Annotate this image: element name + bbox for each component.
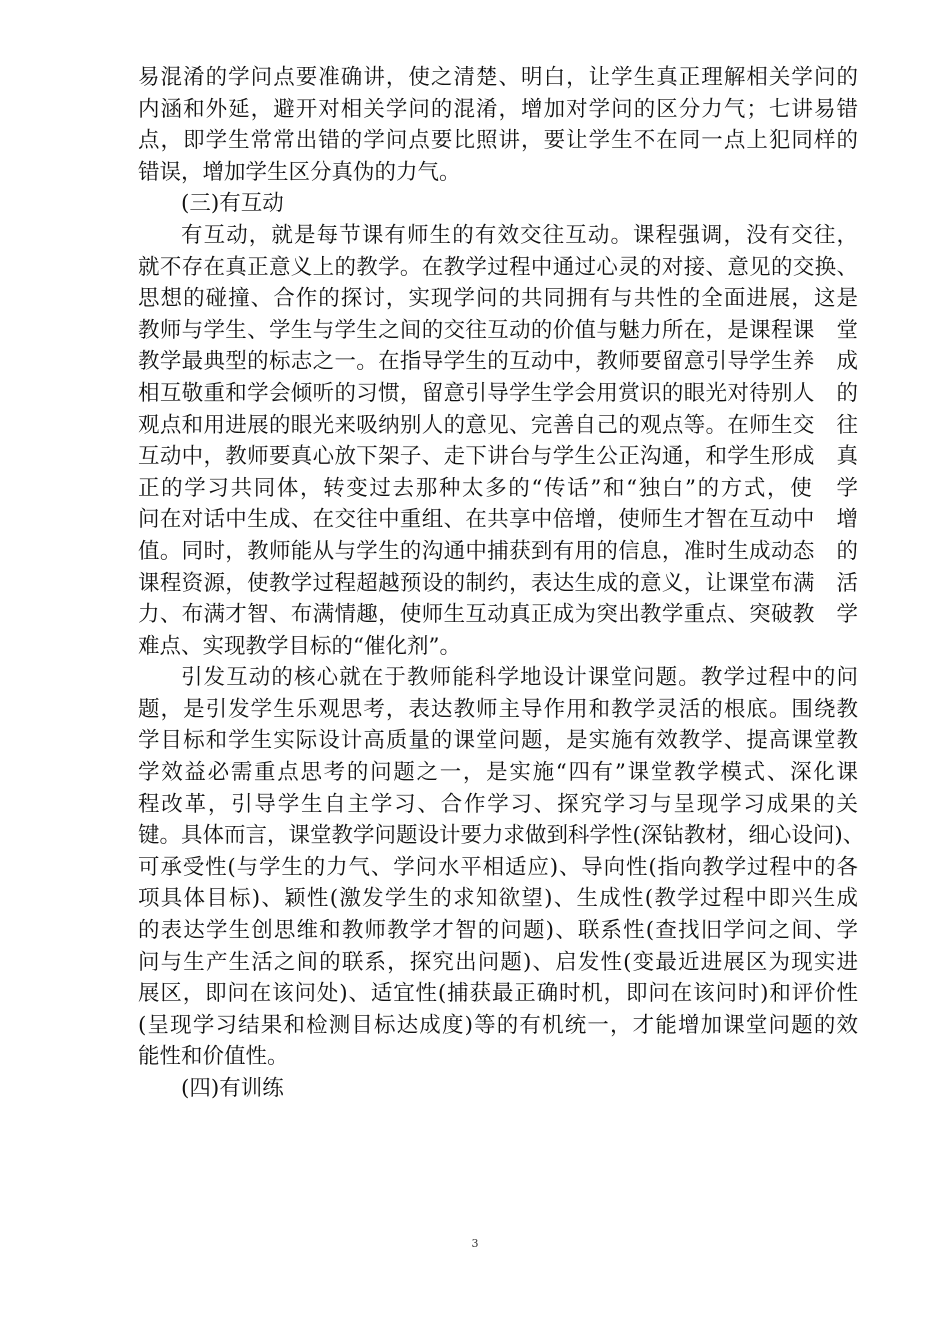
text-line: 程改革，引导学生自主学习、合作学习、探究学习与呈现学习成果的关	[138, 791, 858, 817]
text-line: 力、布满才智、布满情趣，使师生互动真正成为突出教学重点、突破教 学	[138, 602, 858, 628]
document-page	[138, 62, 865, 1105]
text-line: (呈现学习结果和检测目标达成度)等的有机统一，才能增加课堂问题的效	[138, 1012, 858, 1038]
text-line: 课程资源，使教学过程超越预设的制约，表达生成的意义，让课堂布满 活	[138, 570, 858, 596]
text-line: 教师与学生、学生与学生之间的交往互动的价值与魅力所在，是课程课 堂	[138, 317, 858, 343]
text-line: 题，是引发学生乐观思考，表达教师主导作用和教学灵活的根底。围绕教	[138, 696, 858, 722]
text-line: 内涵和外延，避开对相关学问的混淆，增加对学问的区分力气；七讲易错	[138, 96, 858, 122]
text-line: (三)有互动	[181, 191, 284, 217]
text-line: (四)有训练	[181, 1076, 284, 1101]
text-line: 能性和价值性。	[138, 1044, 289, 1070]
text-line: 互动中，教师要真心放下架子、走下讲台与学生公正沟通，和学生形成 真	[138, 444, 858, 470]
text-line: 有互动，就是每节课有师生的有效交往互动。课程强调，没有交往，	[181, 222, 858, 248]
text-line: 的表达学生创思维和教师教学才智的问题)、联系性(查找旧学问之间、学	[138, 918, 858, 944]
text-line: 相互敬重和学会倾听的习惯，留意引导学生学会用赏识的眼光对待别人 的	[138, 380, 858, 406]
text-line: 正的学习共同体，转变过去那种太多的“传话”和“独白”的方式，使 学	[138, 475, 858, 501]
section-heading	[138, 188, 858, 220]
text-line: 学效益必需重点思考的问题之一，是实施“四有”课堂教学模式、深化课	[138, 760, 858, 786]
text-line: 键。具体而言，课堂教学问题设计要力求做到科学性(深钻教材，细心设问)、	[138, 823, 865, 849]
text-line: 易混淆的学问点要准确讲，使之清楚、明白，让学生真正理解相关学问的	[138, 65, 858, 90]
text-line: 引发互动的核心就在于教师能科学地设计课堂问题。教学过程中的问	[181, 665, 858, 691]
text-line: 学目标和学生实际设计高质量的课堂问题，是实施有效教学、提高课堂教	[138, 728, 858, 754]
text-line: 展区，即问在该问处)、适宜性(捕获最正确时机，即问在该问时)和评价性	[138, 981, 858, 1007]
text-line: 就不存在真正意义上的教学。在教学过程中通过心灵的对接、意见的交换、	[138, 254, 858, 280]
text-line: 问与生产生活之间的联系，探究出问题)、启发性(变最近进展区为现实进	[138, 949, 858, 975]
text-line: 观点和用进展的眼光来吸纳别人的意见、完善自己的观点等。在师生交 往	[138, 412, 858, 438]
text-line: 错误，增加学生区分真伪的力气。	[138, 159, 461, 185]
text-line: 可承受性(与学生的力气、学问水平相适应)、导向性(指向教学过程中的各	[138, 854, 858, 880]
text-line: 值。同时，教师能从与学生的沟通中捕获到有用的信息，准时生成动态 的	[138, 538, 858, 564]
text-line: 项具体目标)、颖性(激发学生的求知欲望)、生成性(教学过程中即兴生成	[138, 886, 858, 912]
paragraph	[138, 220, 858, 662]
text-line: 思想的碰撞、合作的探讨，实现学问的共同拥有与共性的全面进展，这是	[138, 286, 858, 312]
paragraph	[138, 662, 865, 1073]
section-heading	[138, 1073, 858, 1105]
text-line: 点，即学生常常出错的学问点要比照讲，要让学生不在同一点上犯同样的	[138, 128, 858, 154]
text-line: 难点、实现教学目标的“催化剂”。	[138, 633, 461, 659]
page-number: 3	[471, 1237, 479, 1250]
text-line: 教学最典型的标志之一。在指导学生的互动中，教师要留意引导学生养 成	[138, 349, 858, 375]
paragraph	[138, 62, 858, 188]
text-line: 问在对话中生成、在交往中重组、在共享中倍增，使师生才智在互动中 增	[138, 507, 858, 533]
